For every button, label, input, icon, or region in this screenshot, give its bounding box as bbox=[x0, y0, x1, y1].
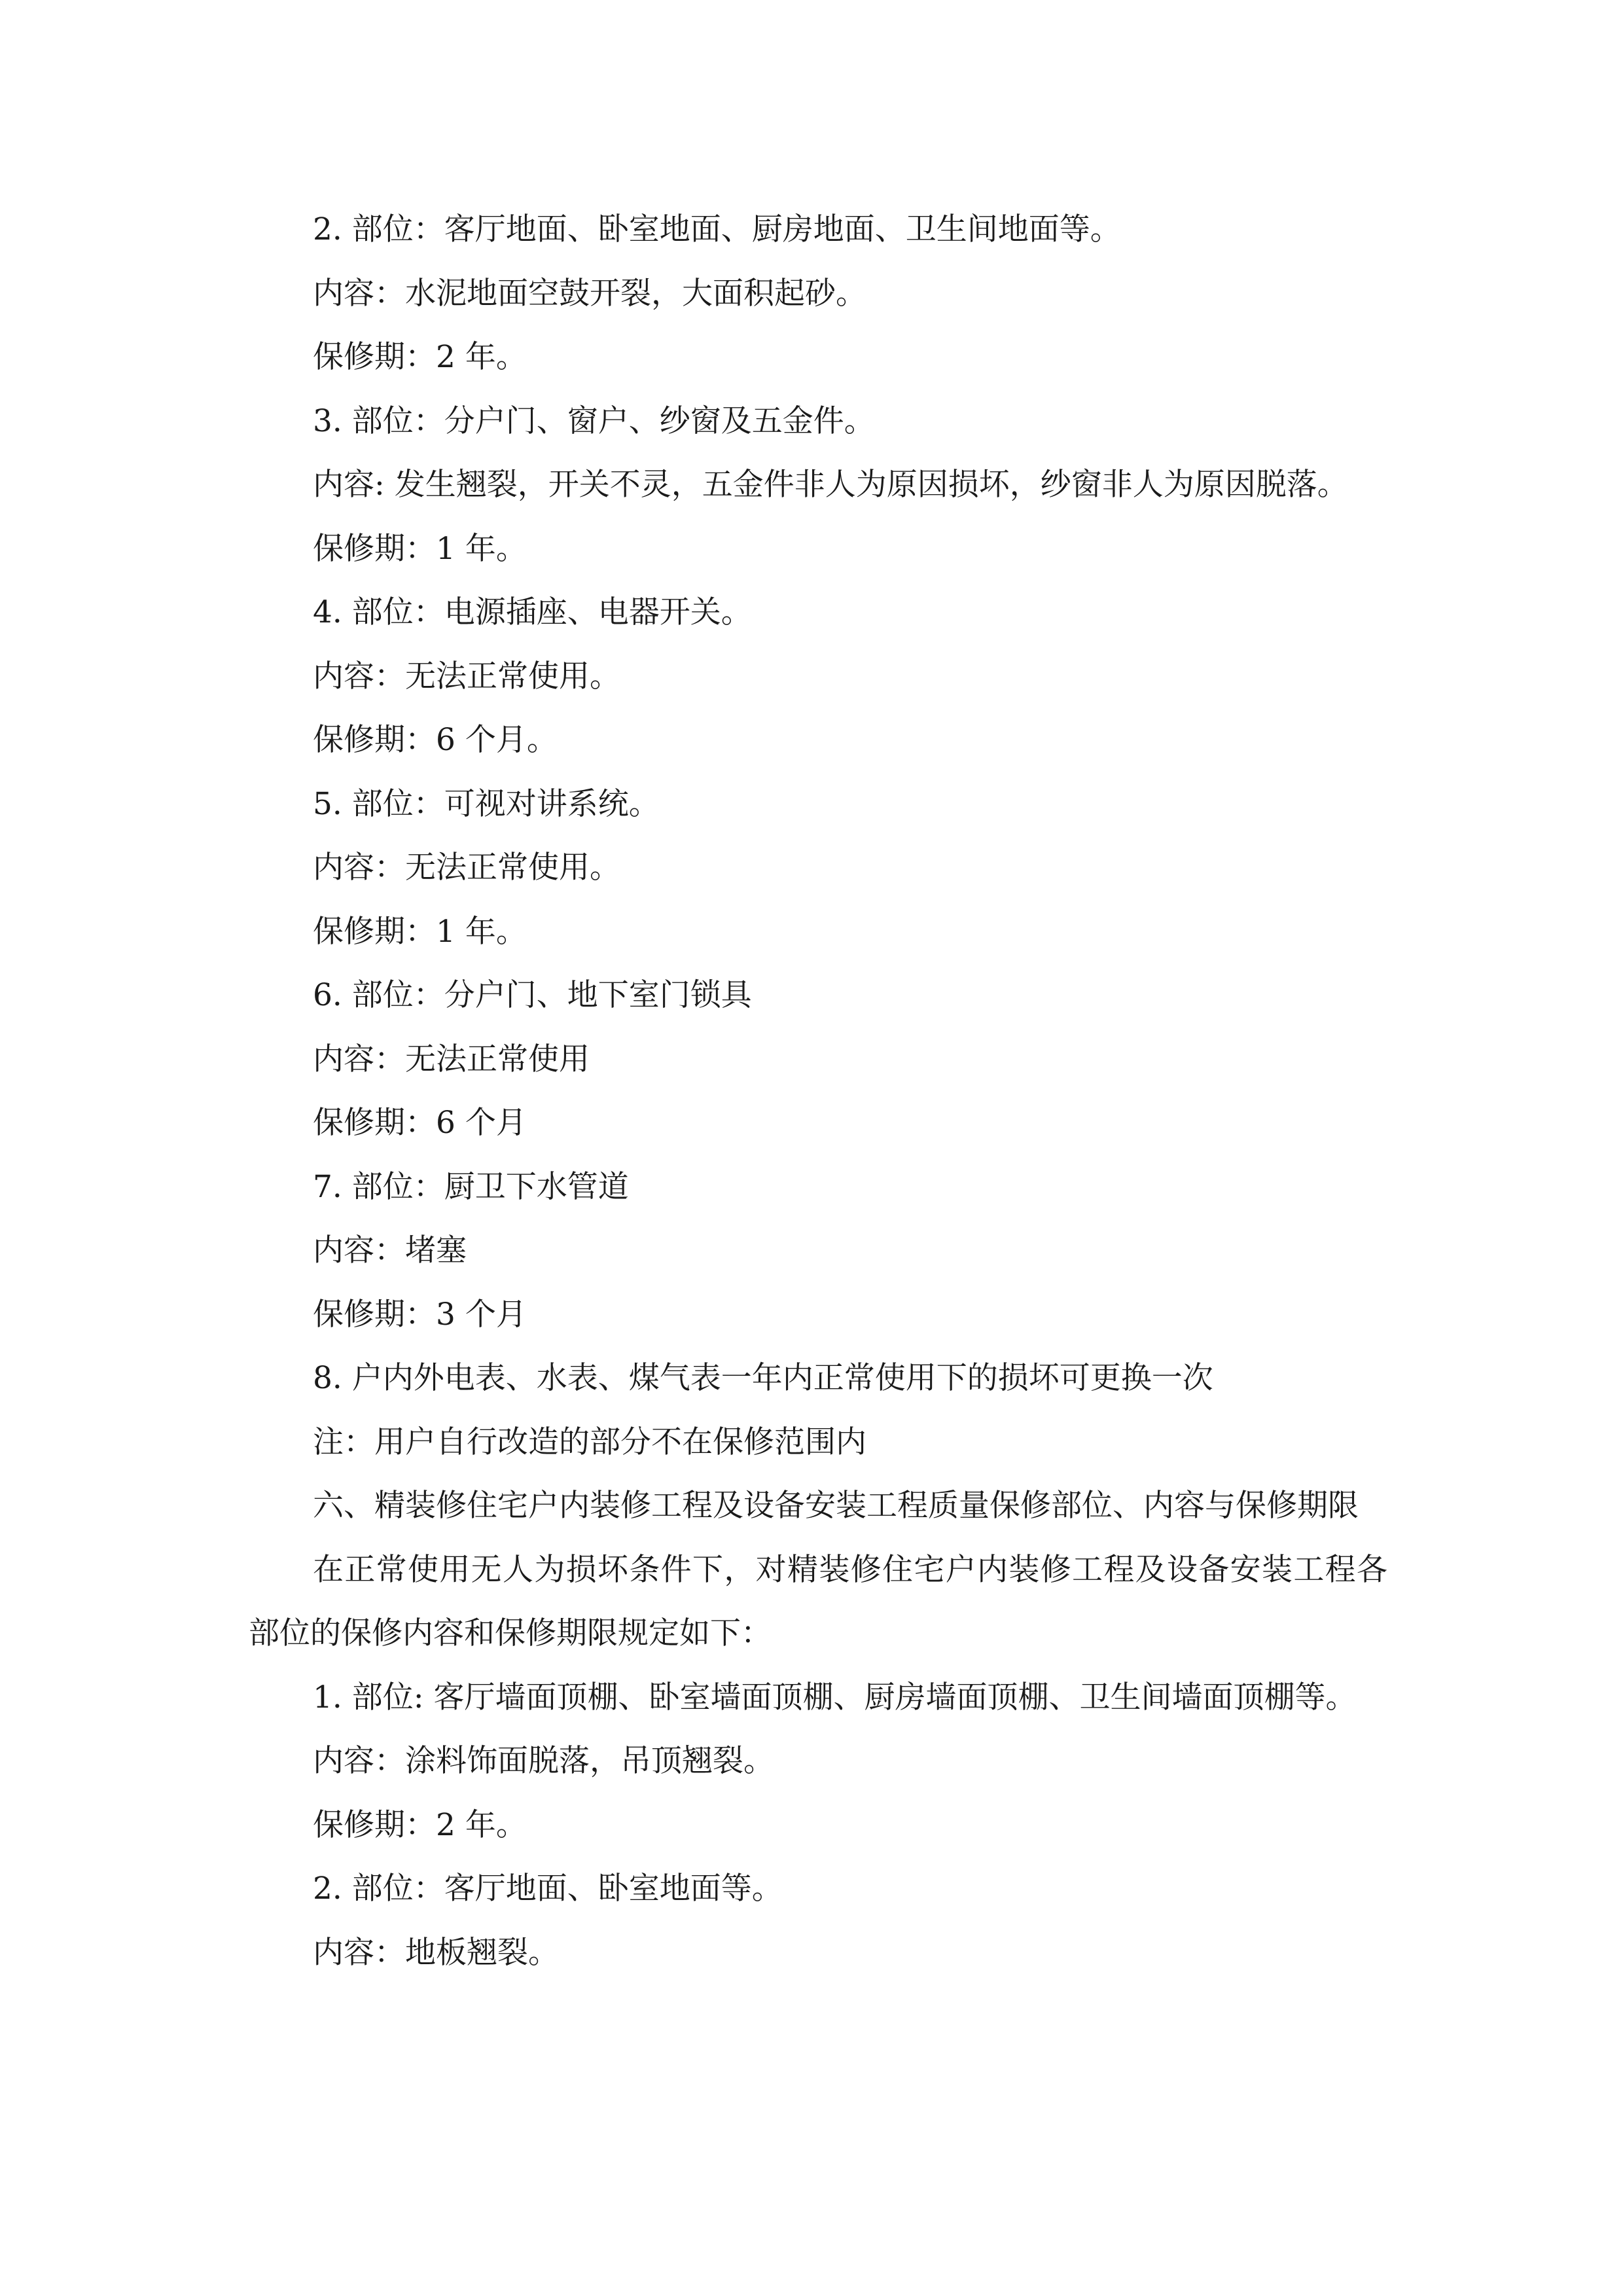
item-2-warranty-line: 保修期：2 年。 bbox=[313, 339, 527, 375]
item-7-warranty-line: 保修期：3 个月 bbox=[313, 1296, 527, 1333]
s6-item-2-location-line: 2. 部位：客厅地面、卧室地面等。 bbox=[313, 1871, 783, 1907]
item-4-location-line: 4. 部位：电源插座、电器开关。 bbox=[313, 594, 752, 630]
item-7-content-line: 内容：堵塞 bbox=[313, 1232, 467, 1268]
s6-item-1-warranty-line: 保修期：2 年。 bbox=[313, 1806, 527, 1843]
document-body bbox=[249, 198, 1387, 1984]
item-6-content-line: 内容：无法正常使用 bbox=[313, 1041, 590, 1077]
item-4-warranty-line: 保修期：6 个月。 bbox=[313, 722, 558, 758]
item-7-location-line: 7. 部位：厨卫下水管道 bbox=[313, 1168, 629, 1205]
item-2-location-line: 2. 部位：客厅地面、卧室地面、厨房地面、卫生间地面等。 bbox=[313, 211, 1121, 247]
item-5-content-line: 内容：无法正常使用。 bbox=[313, 850, 620, 886]
item-6-warranty-line: 保修期：6 个月 bbox=[313, 1105, 527, 1141]
section-6-intro: 在正常使用无人为损坏条件下，对精装修住宅户内装修工程及设备安装工程各部位的保修内容和保修期限规定如下： bbox=[249, 1551, 1387, 1651]
s6-item-1-location-line: 1. 部位: 客厅墙面顶棚、卧室墙面顶棚、厨房墙面顶棚、卫生间墙面顶棚等。 bbox=[313, 1679, 1357, 1715]
item-5-location-line: 5. 部位：可视对讲系统。 bbox=[313, 785, 660, 822]
s6-item-2-content-line: 内容：地板翘裂。 bbox=[313, 1934, 559, 1971]
item-3-content-line: 内容: 发生翘裂，开关不灵，五金件非人为原因损坏，纱窗非人为原因脱落。 bbox=[313, 467, 1348, 503]
item-6-location-line: 6. 部位：分户门、地下室门锁具 bbox=[313, 977, 752, 1013]
note-line: 注：用户自行改造的部分不在保修范围内 bbox=[313, 1424, 866, 1460]
item-3-location-line: 3. 部位：分户门、窗户、纱窗及五金件。 bbox=[313, 403, 875, 439]
item-3-warranty-line: 保修期：1 年。 bbox=[313, 530, 527, 567]
s6-item-1-content-line: 内容：涂料饰面脱落，吊顶翘裂。 bbox=[313, 1743, 774, 1779]
item-8-line: 8. 户内外电表、水表、煤气表一年内正常使用下的损坏可更换一次 bbox=[313, 1360, 1213, 1396]
item-4-content-line: 内容：无法正常使用。 bbox=[313, 658, 620, 694]
item-5-warranty-line: 保修期：1 年。 bbox=[313, 913, 527, 950]
item-2-content-line: 内容：水泥地面空鼓开裂，大面积起砂。 bbox=[313, 275, 866, 312]
section-6-heading: 六、精装修住宅户内装修工程及设备安装工程质量保修部位、内容与保修期限 bbox=[313, 1488, 1359, 1524]
